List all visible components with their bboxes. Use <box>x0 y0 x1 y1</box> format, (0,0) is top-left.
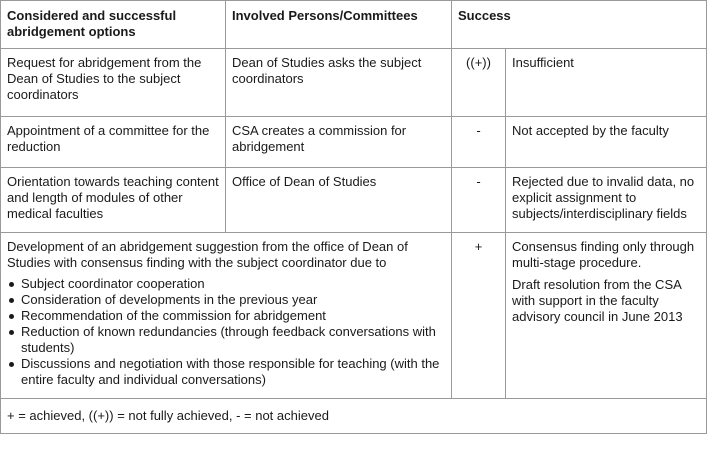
option-cell: Orientation towards teaching content and length of modules of other medical faculties <box>1 168 226 233</box>
success-comment: Insufficient <box>506 49 707 117</box>
success-symbol: ((+)) <box>452 49 506 117</box>
success-symbol: - <box>452 168 506 233</box>
table-row <box>1 49 707 117</box>
header-options: Considered and successful abridgement options <box>1 1 226 49</box>
persons-cell: Office of Dean of Studies <box>226 168 452 233</box>
header-success: Success <box>452 1 707 49</box>
development-intro: Development of an abridgement suggestion from the office of Dean of Studies with consensus finding with the subject coordinator due to <box>7 239 408 270</box>
reason-list <box>7 276 445 388</box>
list-item: Reduction of known redundancies (through feedback conversations with students) <box>7 324 445 356</box>
development-option-cell <box>1 233 452 399</box>
success-comment: Not accepted by the faculty <box>506 117 707 168</box>
list-item: Discussions and negotiation with those responsible for teaching (with the entire faculty and individual conversations) <box>7 356 445 388</box>
table-row-development <box>1 233 707 399</box>
persons-cell: CSA creates a commission for abridgement <box>226 117 452 168</box>
success-comment <box>506 233 707 399</box>
option-cell: Appointment of a committee for the reduction <box>1 117 226 168</box>
header-persons: Involved Persons/Committees <box>226 1 452 49</box>
footnote: + = achieved, ((+)) = not fully achieved, - = not achieved <box>1 399 707 434</box>
list-item: Subject coordinator cooperation <box>7 276 445 292</box>
success-symbol: + <box>452 233 506 399</box>
option-cell: Request for abridgement from the Dean of Studies to the subject coordinators <box>1 49 226 117</box>
footnote-row <box>1 399 707 434</box>
list-item: Consideration of developments in the previous year <box>7 292 445 308</box>
success-symbol: - <box>452 117 506 168</box>
table-row <box>1 117 707 168</box>
header-row <box>1 1 707 49</box>
success-comment: Rejected due to invalid data, no explicit assignment to subjects/interdisciplinary fields <box>506 168 707 233</box>
list-item: Recommendation of the commission for abridgement <box>7 308 445 324</box>
table-row <box>1 168 707 233</box>
persons-cell: Dean of Studies asks the subject coordinators <box>226 49 452 117</box>
comment-paragraph: Draft resolution from the CSA with support in the faculty advisory council in June 2013 <box>512 277 683 324</box>
comment-paragraph: Consensus finding only through multi-stage procedure. <box>512 239 695 270</box>
